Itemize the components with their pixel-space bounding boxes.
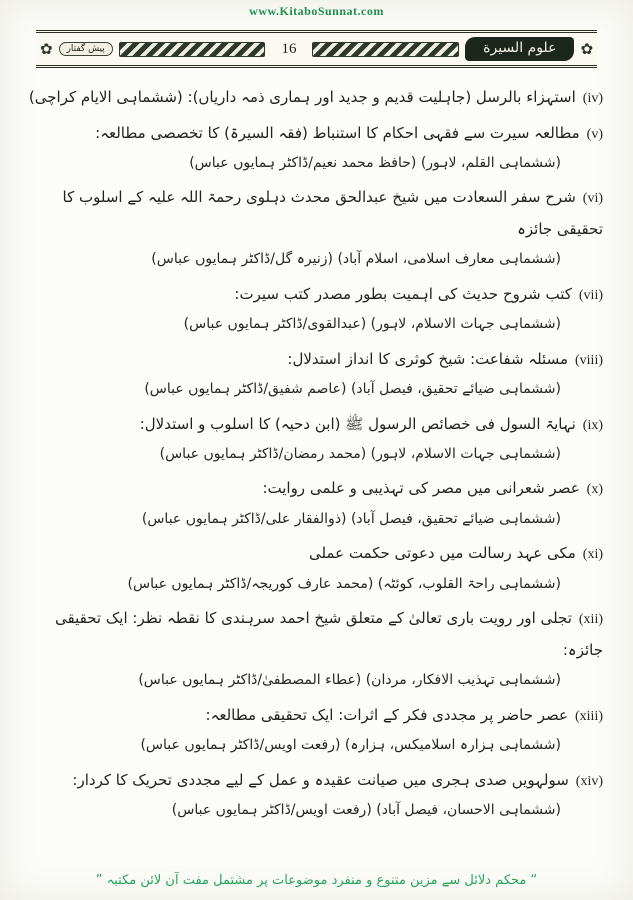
entry-number: (vii) [578, 287, 603, 303]
entry-number: (x) [586, 482, 603, 498]
list-item [28, 118, 603, 179]
entry-main-line [28, 603, 603, 666]
entry-title: نہایۃ السول فی خصائص الرسول ﷺ (ابن دحیہ) کا اسلوب و استدلال: [139, 414, 576, 433]
entry-attribution: (ششماہی القلم، لاہور) (حافظ محمد نعیم/ڈاکٹر ہمایوں عباس) [189, 155, 561, 171]
entry-title: عصر شعرانی میں مصر کی تہذیبی و علمی روایت: [262, 479, 580, 498]
entry-number: (v) [586, 126, 603, 142]
list-item [28, 538, 603, 599]
entry-number: (xii) [578, 612, 603, 628]
entry-main-line [28, 344, 603, 376]
list-item [28, 82, 603, 114]
list-item [28, 603, 603, 695]
entry-main-line [28, 82, 603, 114]
entry-title: کتب شروح حدیث کی اہمیت بطور مصدر کتب سیرت: [234, 284, 572, 303]
entry-title: مکی عہد رسالت میں دعوتی حکمت عملی [308, 544, 576, 563]
entry-number: (viii) [575, 352, 603, 368]
entry-main-line [28, 700, 603, 732]
braid-ornament-icon [119, 42, 266, 57]
entry-attribution: (ششماہی جہات الاسلام، لاہور) (عبدالقوی/ڈاکٹر ہمایوں عباس) [183, 316, 561, 333]
entry-attribution: (ششماہی الاحسان، فیصل آباد) (رفعت اویس/ڈاکٹر ہمایوں عباس) [171, 802, 561, 819]
list-item [28, 409, 603, 470]
entry-number: (xiv) [575, 773, 603, 789]
site-url-link[interactable]: www.KitaboSunnat.com [249, 4, 384, 18]
entry-number: (xiii) [575, 708, 603, 724]
braid-ornament-icon [312, 42, 459, 57]
entries-list [28, 82, 603, 850]
entry-attribution: (ششماہی جہات الاسلام، لاہور) (محمد رمضان/ڈاکٹر ہمایوں عباس) [159, 446, 561, 463]
entry-number: (vi) [582, 191, 603, 207]
entry-title: مطالعہ سیرت سے فقہی احکام کا استنباط (فقہ السیرۃ) کا تخصصی مطالعہ: [95, 123, 580, 142]
entry-attribution: (ششماہی تہذیب الافکار، مردان) (عطاء المصطفیٰ/ڈاکٹر ہمایوں عباس) [138, 672, 561, 689]
entry-attribution: (ششماہی ضیائے تحقیق، فیصل آباد) (ذوالفقار علی/ڈاکٹر ہمایوں عباس) [141, 510, 561, 527]
entry-main-line [28, 765, 603, 797]
entry-main-line [28, 182, 603, 245]
entry-attribution: (ششماہی ہزارہ اسلامیکس، ہزارہ) (رفعت اویس/ڈاکٹر ہمایوں عباس) [140, 737, 561, 754]
entry-main-line [28, 118, 603, 150]
entry-main-line [28, 473, 603, 505]
entry-title: تجلی اور رویت باری تعالیٰ کے متعلق شیخ احمد سرہندی کا نقطہ نظر: ایک تحقیقی جائزہ: [55, 609, 603, 659]
entry-number: (ix) [582, 417, 603, 433]
ornamental-header-band [36, 30, 597, 68]
floral-ornament-icon: ✿ [580, 39, 594, 58]
entry-title: عصر حاضر پر مجددی فکر کے اثرات: ایک تحقیقی مطالعہ: [205, 705, 568, 724]
footer-slogan: “ محکم دلائل سے مزین متنوع و منفرد موضوعات پر مشتمل مفت آن لائن مکتبہ ” [95, 873, 538, 888]
entry-main-line [28, 409, 603, 441]
list-item [28, 344, 603, 405]
list-item [28, 473, 603, 534]
entry-main-line [28, 279, 603, 311]
list-item [28, 182, 603, 274]
entry-attribution: (ششماہی معارف اسلامی، اسلام آباد) (زنیرہ گل/ڈاکٹر ہمایوں عباس) [151, 251, 561, 268]
entry-title: شرح سفر السعادت میں شیخ عبدالحق محدث دہلوی رحمۃ اللہ علیہ کے اسلوب کا تحقیقی جائزہ [62, 188, 603, 238]
entry-attribution: (ششماہی راحۃ القلوب، کوئٹہ) (محمد عارف کوریجہ/ڈاکٹر ہمایوں عباس) [127, 575, 561, 592]
entry-title: سولہویں صدی ہجری میں صیانت عقیدہ و عمل کے لیے مجددی تحریک کا کردار: [72, 770, 569, 789]
entry-main-line [28, 538, 603, 570]
list-item [28, 700, 603, 761]
page-number: 16 [281, 40, 297, 57]
list-item [28, 279, 603, 340]
entry-number: (iv) [582, 91, 603, 106]
entry-attribution: (ششماہی ضیائے تحقیق، فیصل آباد) (عاصم شفیق/ڈاکٹر ہمایوں عباس) [144, 381, 561, 398]
chapter-label: پیش گفتار [59, 42, 113, 56]
floral-ornament-icon: ✿ [40, 39, 53, 58]
book-title-badge: علوم السيرة [465, 37, 574, 61]
entry-number: (xi) [582, 547, 603, 563]
list-item [28, 765, 603, 826]
entry-title: مسئلہ شفاعت: شیخ کوثری کا انداز استدلال: [287, 349, 568, 368]
entry-title: استہزاء بالرسل (جاہلیت قدیم و جدید اور ہماری ذمہ داریاں): (ششماہی الایام کراچی) [28, 88, 576, 106]
